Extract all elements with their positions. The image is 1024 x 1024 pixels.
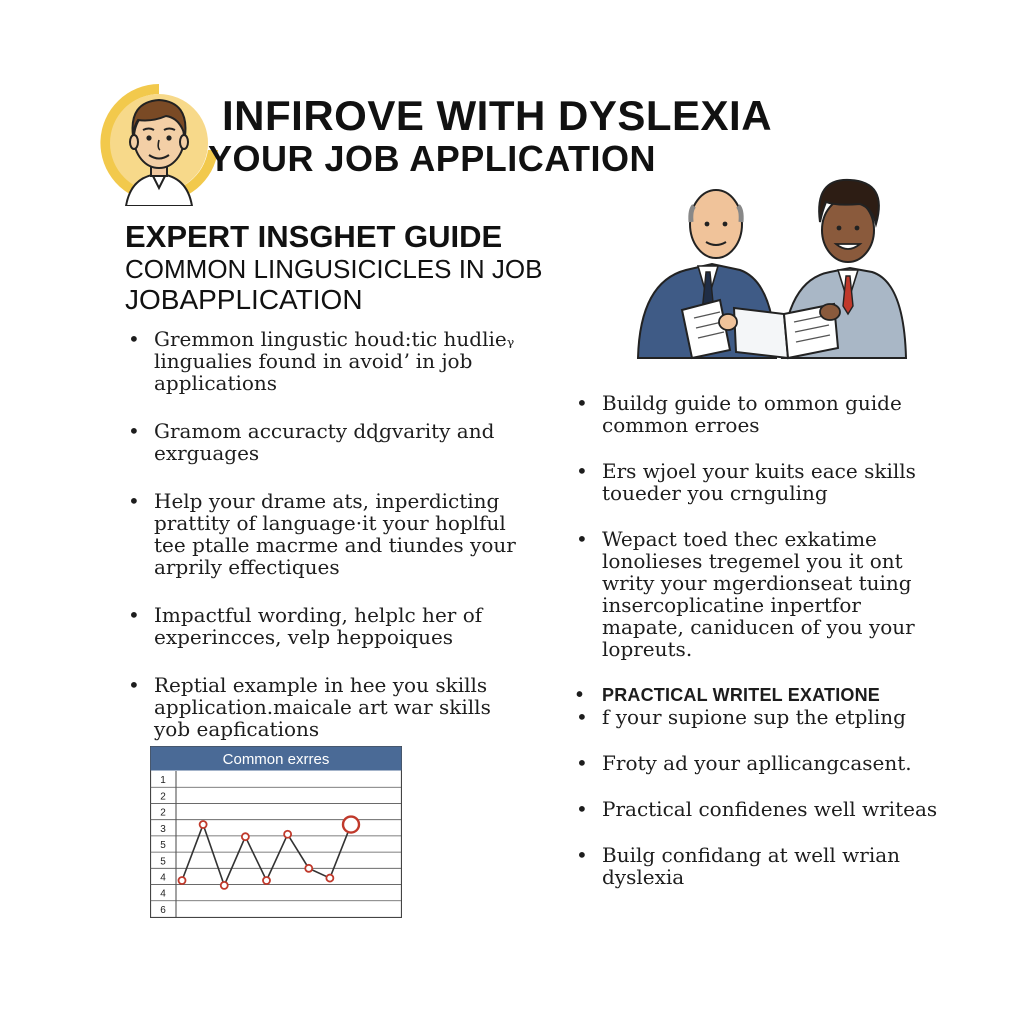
chart-point xyxy=(221,882,228,889)
chart-row-label: 5 xyxy=(160,840,166,852)
chart-point xyxy=(343,817,359,833)
chart-frame xyxy=(151,747,402,918)
list-item: • Wepact toed thec exkatime lonolieses tregemel you it ont writy your mgerdionseat tuing insercoplicatine inpertfor mapate, caniducen of you your lopreuts. xyxy=(576,528,946,660)
list-item: • Reptial example in hee you skills application.maicale art war skills yob eapfications xyxy=(128,674,528,740)
list-item: • Help your drame ats, inperdicting prattity of language·it your hoplful tee ptalle macrme and tiundes your arprily effectiques xyxy=(128,490,528,578)
chart-row-label: 2 xyxy=(160,791,166,803)
chart-point xyxy=(284,831,291,838)
page-title-line-2: YOUR JOB APPLICATION xyxy=(208,138,657,179)
chart-point xyxy=(305,865,312,872)
chart-row-label: 2 xyxy=(160,807,166,819)
chart-row-label: 4 xyxy=(160,888,166,900)
section-subheading: COMMON LINGUSICICLES IN JOB xyxy=(125,254,543,284)
avatar xyxy=(96,80,222,206)
common-errors-chart xyxy=(150,746,402,918)
practical-heading xyxy=(576,684,946,706)
list-item: • Practical confidenes well writeas xyxy=(576,798,946,820)
chart-svg xyxy=(150,746,402,918)
list-item: • Buildg guide to ommon guide common erroes xyxy=(576,392,946,436)
chart-point xyxy=(179,877,186,884)
list-item-continuation xyxy=(576,706,946,728)
chart-point xyxy=(200,821,207,828)
page-title: INFIROVE WITH DYSLEXIA xyxy=(222,92,773,139)
list-item: • Gremmon lingustic houd:tic hudlieᵧ lingualies found in avoidʼ in job applications xyxy=(128,328,528,394)
chart-row-label: 3 xyxy=(160,823,166,835)
list-item: • Ers wjoel your kuits eace skills toueder you crnguling xyxy=(576,460,946,504)
left-bullet-list xyxy=(128,328,528,740)
two-businessmen-reading-document-icon xyxy=(636,172,908,362)
chart-point xyxy=(242,833,249,840)
list-item: • Builg confidang at well wrian dyslexia xyxy=(576,844,946,888)
section-subheading-line-2: JOBAPPLICATION xyxy=(125,284,363,315)
right-bullet-list xyxy=(576,392,946,888)
chart-point xyxy=(263,877,270,884)
chart-row-label: 6 xyxy=(160,904,166,916)
list-item: • Impactful wording, helplc her of experincces, velp heppoiques xyxy=(128,604,528,648)
chart-point xyxy=(326,875,333,882)
practical-heading-label: PRACTICAL WRITEL EXATIONE xyxy=(602,685,881,705)
chart-row-label: 4 xyxy=(160,872,166,884)
man-portrait-icon xyxy=(96,80,222,206)
continuation-text: f your supione sup the etpling xyxy=(602,705,906,729)
chart-row-label: 5 xyxy=(160,856,166,868)
section-heading: EXPERT INSGHET GUIDE xyxy=(125,219,503,254)
chart-title: Common exrres xyxy=(222,751,330,768)
chart-row-label: 1 xyxy=(160,775,166,787)
list-item: • Froty ad your apllicangcasent. xyxy=(576,752,946,774)
list-item: • Gramom accuracty dɖgvarity and exrguages xyxy=(128,420,528,464)
